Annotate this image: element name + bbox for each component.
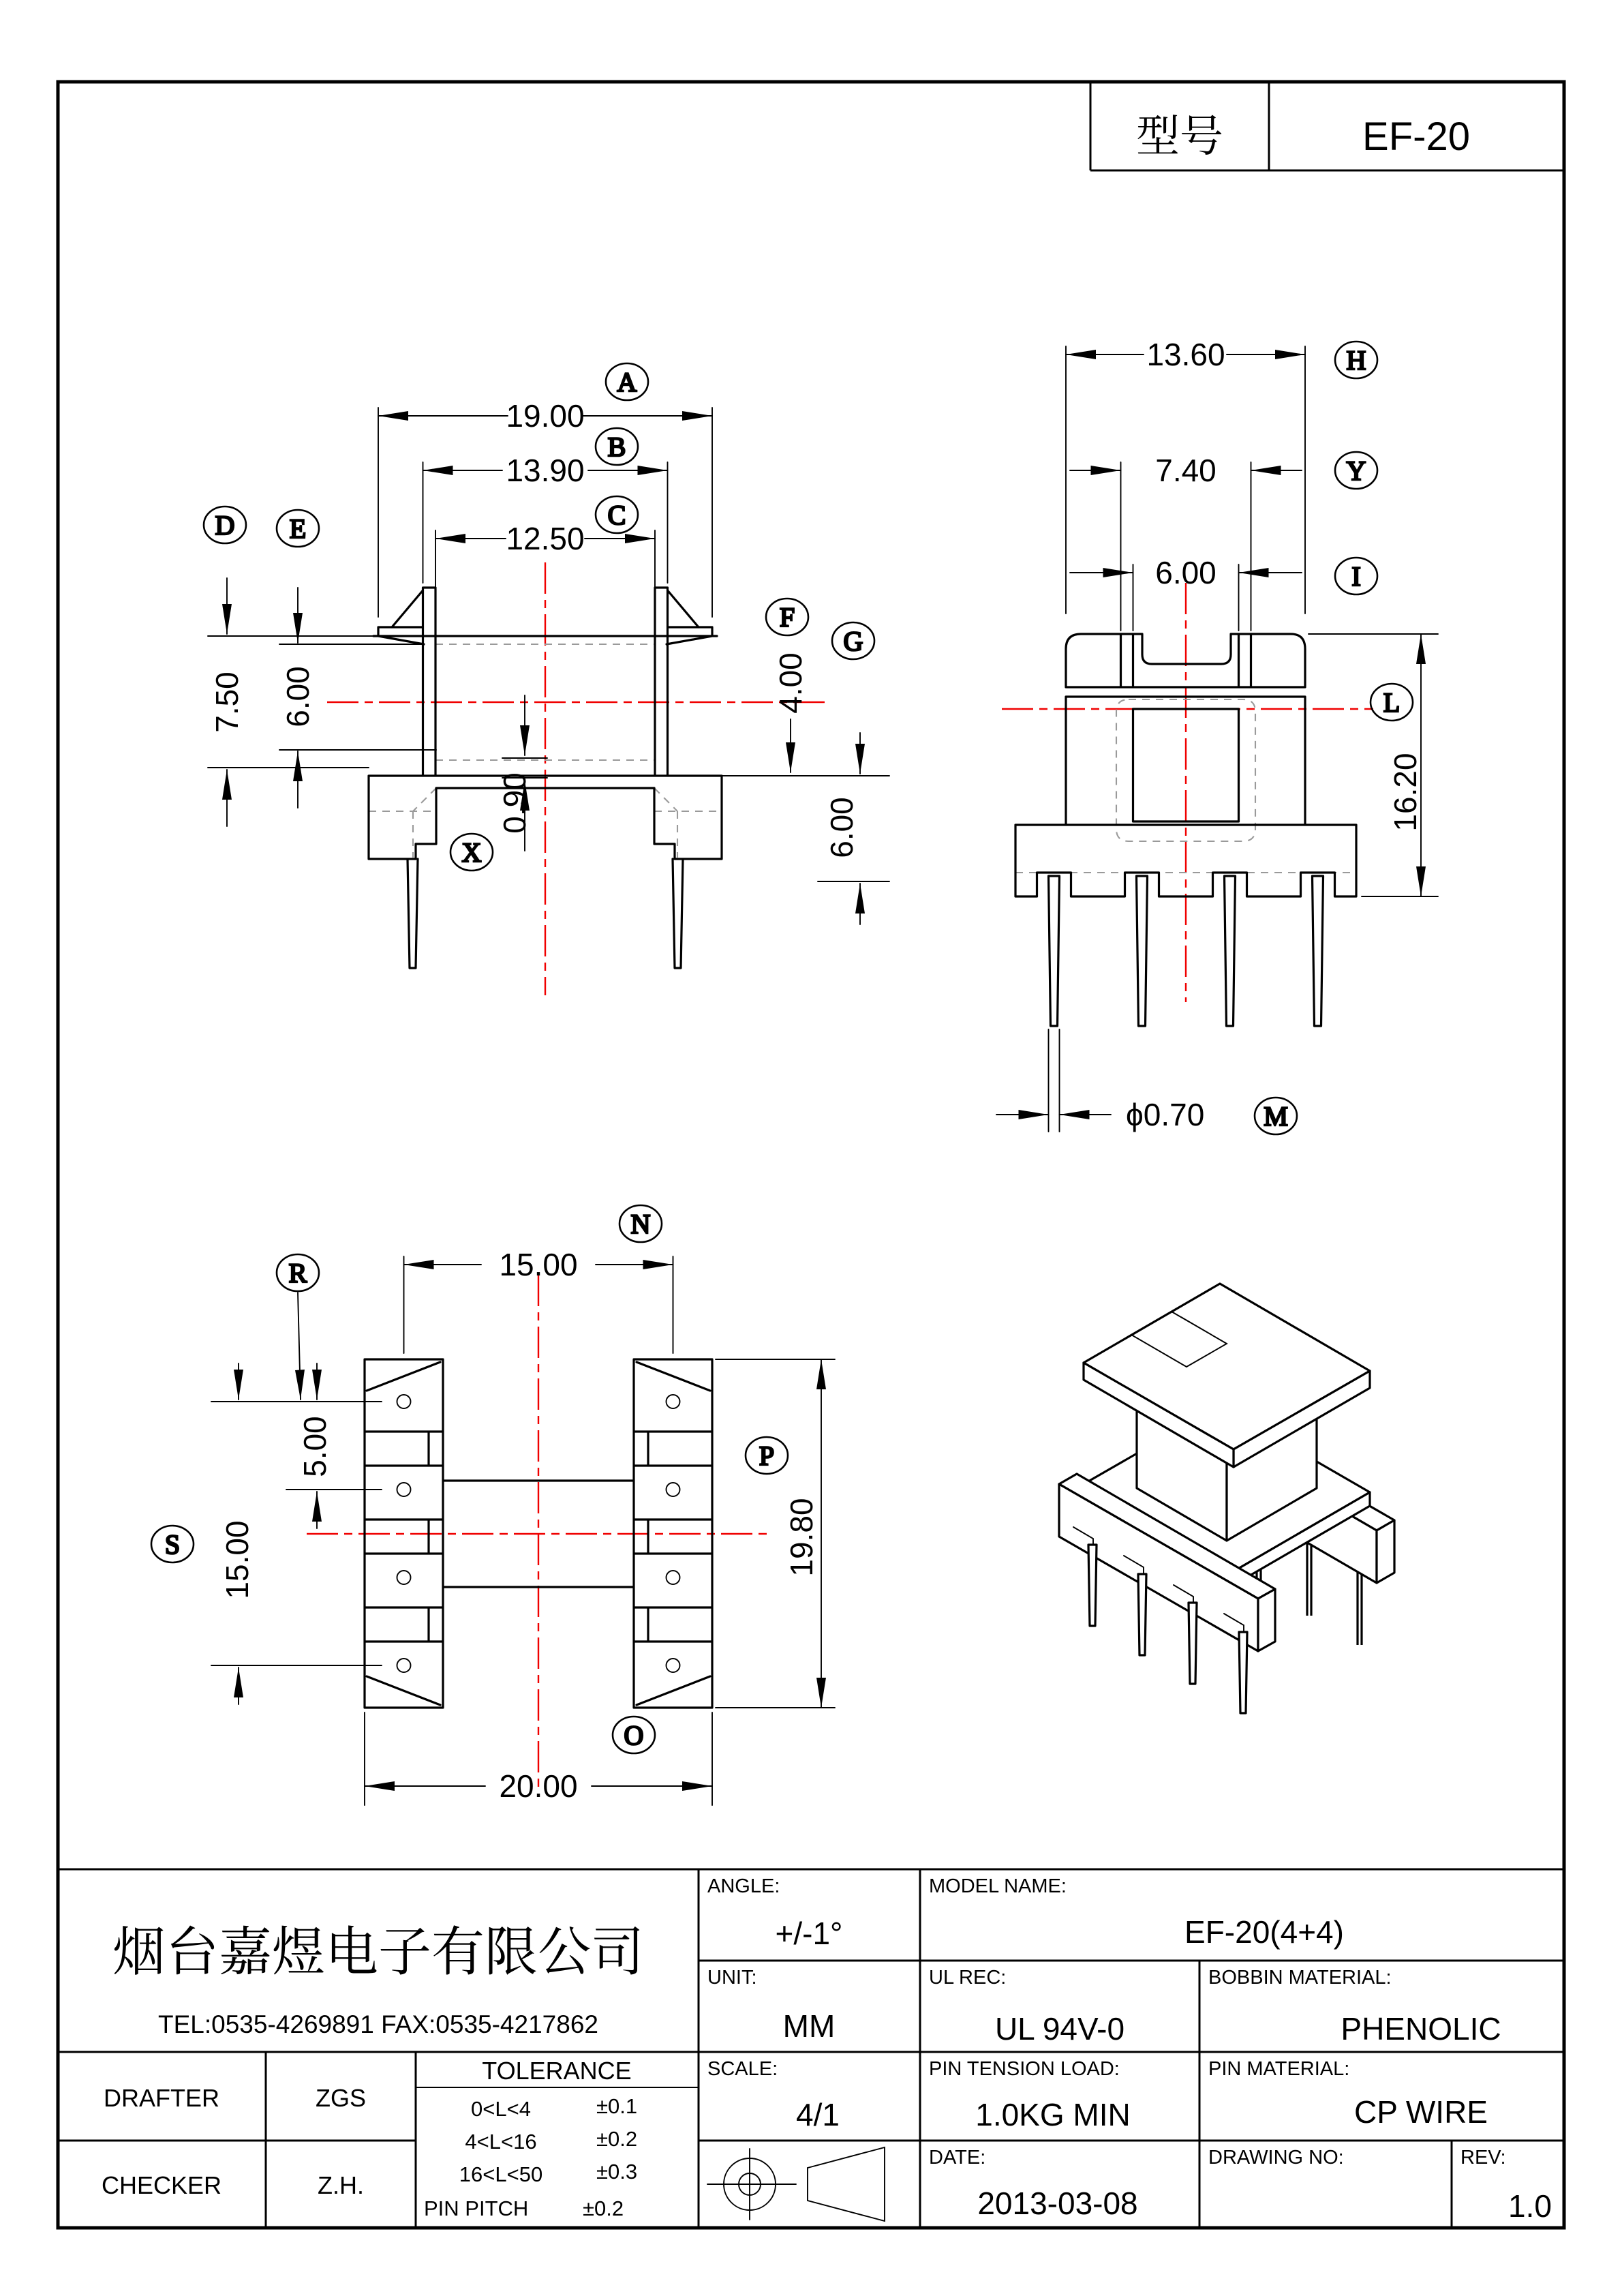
svg-text:G: G (843, 626, 863, 656)
drawing-no-label: DRAWING NO: (1208, 2147, 1344, 2169)
svg-text:Y: Y (1346, 455, 1366, 486)
dim-e-value: 6.00 (280, 666, 316, 727)
dim-y-value: 7.40 (1155, 453, 1216, 488)
bobbin-material-value: PHENOLIC (1341, 2011, 1501, 2046)
svg-text:R: R (288, 1258, 307, 1288)
tolerance-value: ±0.3 (596, 2160, 638, 2184)
front-view (208, 398, 889, 995)
drafter-value: ZGS (315, 2084, 367, 2112)
pin-hole (667, 1395, 680, 1408)
iso-near-rail-end (1258, 1589, 1275, 1651)
projection-symbol-icon (707, 2147, 885, 2221)
tolerance-range: PIN PITCH (424, 2196, 529, 2220)
balloon-l (1371, 684, 1413, 721)
tolerance-range: 16<L<50 (459, 2162, 543, 2186)
side-extension-lines (1049, 346, 1439, 1132)
model-value: EF-20 (1362, 115, 1470, 159)
top-extension-lines (211, 1256, 835, 1805)
balloon-f (766, 599, 808, 635)
model-name-value: EF-20(4+4) (1184, 1914, 1344, 1950)
svg-text:S: S (164, 1529, 181, 1560)
date-value: 2013-03-08 (977, 2186, 1138, 2221)
balloon-n (619, 1205, 662, 1242)
unit-label: UNIT: (707, 1967, 757, 1989)
company-name: 烟台嘉煜电子有限公司 (112, 1922, 645, 1983)
pin-material-label: PIN MATERIAL: (1208, 2058, 1350, 2080)
rev-label: REV: (1460, 2147, 1506, 2169)
svg-text:H: H (1346, 345, 1366, 376)
pin-tension-value: 1.0KG MIN (975, 2097, 1131, 2132)
angle-value: +/-1° (775, 1916, 843, 1951)
dim-x-value: 0.90 (497, 772, 532, 834)
title-block (58, 1869, 1564, 2228)
drafter-label: DRAFTER (104, 2084, 219, 2112)
date-label: DATE: (929, 2147, 986, 2169)
svg-text:X: X (461, 837, 482, 868)
pin-material-value: CP WIRE (1354, 2094, 1488, 2130)
pin-hole (667, 1483, 680, 1496)
dim-c-value: 12.50 (506, 521, 585, 556)
svg-text:F: F (779, 602, 795, 633)
dim-s-value: 15.00 (219, 1520, 255, 1599)
dim-i-value: 6.00 (1155, 555, 1216, 590)
dim-d-value: 7.50 (209, 671, 245, 733)
model-label: 型号 (1136, 112, 1223, 162)
balloon-i (1335, 558, 1377, 594)
balloon-g (832, 622, 874, 659)
svg-text:P: P (759, 1440, 775, 1471)
dim-o-value: 20.00 (499, 1768, 578, 1804)
dim-h-value: 13.60 (1146, 337, 1225, 372)
sheet-border (58, 82, 1564, 2228)
balloon-b (596, 428, 638, 465)
ul-rec-value: UL 94V-0 (994, 2011, 1125, 2046)
tolerance-range: 4<L<16 (465, 2130, 537, 2154)
pin-hole (397, 1571, 411, 1584)
tolerance-value: ±0.1 (596, 2094, 638, 2118)
model-name-label: MODEL NAME: (929, 1875, 1067, 1897)
svg-text:L: L (1383, 687, 1401, 718)
tolerance-title: TOLERANCE (482, 2057, 632, 2085)
svg-text:A: A (617, 367, 637, 397)
dim-r-value: 5.00 (297, 1416, 333, 1477)
pin-hole (667, 1659, 680, 1672)
iso-top-flange-top (1084, 1284, 1370, 1449)
tolerance-range: 0<L<4 (471, 2097, 531, 2121)
svg-text:C: C (607, 500, 626, 530)
svg-text:D: D (215, 510, 235, 541)
pin-hole (667, 1571, 680, 1584)
balloon-d (204, 507, 246, 543)
balloon-h (1335, 342, 1377, 378)
dim-m-value: ϕ0.70 (1126, 1097, 1205, 1132)
pin-hole (397, 1483, 411, 1496)
dim-b-value: 13.90 (506, 453, 585, 488)
dim-f-value: 4.00 (773, 652, 808, 714)
balloon-c (596, 496, 638, 533)
balloon-x (450, 834, 493, 871)
scale-label: SCALE: (707, 2058, 778, 2080)
balloon-m (1255, 1098, 1297, 1134)
model-box (1090, 82, 1564, 170)
svg-text:M: M (1264, 1101, 1288, 1132)
dim-p-value: 19.80 (784, 1498, 819, 1577)
balloon-s (151, 1526, 194, 1562)
balloon-e (277, 510, 319, 547)
top-view (211, 1247, 835, 1805)
tolerance-table (424, 2094, 637, 2220)
unit-value: MM (782, 2008, 836, 2044)
svg-text:I: I (1351, 561, 1361, 592)
isometric-view (1059, 1284, 1394, 1713)
balloon-y (1335, 452, 1377, 489)
svg-text:E: E (289, 513, 307, 544)
top-centerlines (307, 1275, 770, 1793)
ul-rec-label: UL REC: (929, 1967, 1007, 1989)
balloon-a (606, 363, 648, 400)
svg-text:B: B (607, 432, 626, 462)
tolerance-value: ±0.2 (583, 2196, 624, 2220)
svg-text:O: O (624, 1720, 644, 1751)
pin-tension-label: PIN TENSION LOAD: (929, 2058, 1120, 2080)
tolerance-value: ±0.2 (596, 2127, 638, 2151)
angle-label: ANGLE: (707, 1875, 780, 1897)
checker-value: Z.H. (318, 2171, 364, 2199)
balloon-o (613, 1717, 655, 1753)
dim-a-value: 19.00 (506, 398, 585, 434)
top-arrowheads (234, 1260, 826, 1791)
scale-value: 4/1 (796, 2097, 840, 2132)
balloon-r (277, 1254, 319, 1291)
bobbin-material-label: BOBBIN MATERIAL: (1208, 1967, 1392, 1989)
svg-text:N: N (630, 1209, 651, 1239)
side-view (996, 337, 1438, 1132)
dim-l-value: 16.20 (1388, 753, 1423, 832)
pin-hole (397, 1395, 411, 1408)
pin-hole (397, 1659, 411, 1672)
checker-label: CHECKER (101, 2171, 222, 2199)
rev-value: 1.0 (1508, 2188, 1552, 2224)
company-contact: TEL:0535-4269891 FAX:0535-4217862 (158, 2010, 598, 2038)
front-dim-lines (227, 416, 860, 924)
dim-n-value: 15.00 (499, 1247, 578, 1282)
iso-far-rail-end (1377, 1520, 1394, 1583)
balloon-p (746, 1437, 788, 1474)
dim-g-value: 6.00 (824, 797, 859, 858)
